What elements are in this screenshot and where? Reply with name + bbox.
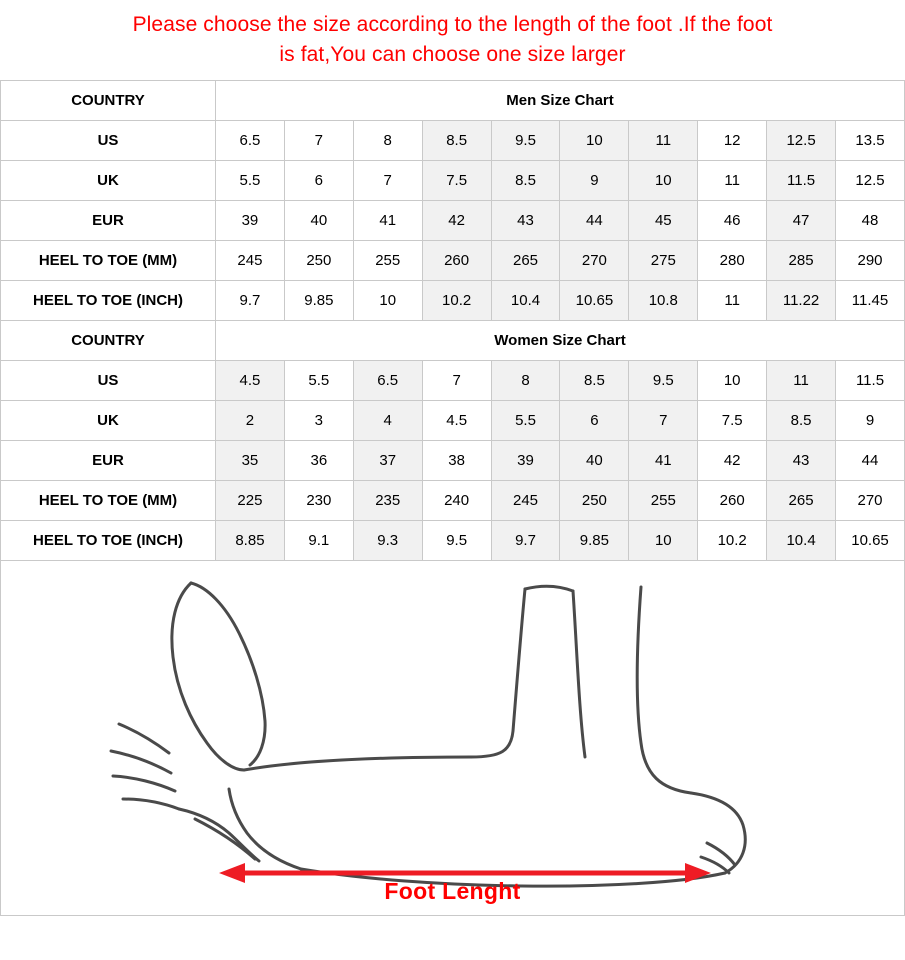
cell: 9.5 bbox=[491, 121, 560, 161]
cell: 6.5 bbox=[353, 361, 422, 401]
cell: 36 bbox=[284, 441, 353, 481]
cell: 11.22 bbox=[767, 281, 836, 321]
cell: 7.5 bbox=[698, 401, 767, 441]
table-row bbox=[1, 481, 905, 521]
cell: 285 bbox=[767, 241, 836, 281]
table-row bbox=[1, 161, 905, 201]
cell: 40 bbox=[284, 201, 353, 241]
table-row-men-header bbox=[1, 81, 905, 121]
cell: 7 bbox=[284, 121, 353, 161]
row-label: US bbox=[1, 121, 216, 161]
cell: 9.85 bbox=[560, 521, 629, 561]
cell: 260 bbox=[422, 241, 491, 281]
cell: 11.45 bbox=[836, 281, 905, 321]
cell: 270 bbox=[560, 241, 629, 281]
cell: 48 bbox=[836, 201, 905, 241]
cell: 42 bbox=[698, 441, 767, 481]
cell: 42 bbox=[422, 201, 491, 241]
cell: 275 bbox=[629, 241, 698, 281]
cell: 41 bbox=[629, 441, 698, 481]
row-label: HEEL TO TOE (MM) bbox=[1, 481, 216, 521]
table-row bbox=[1, 121, 905, 161]
cell: 10.65 bbox=[836, 521, 905, 561]
cell: 11 bbox=[629, 121, 698, 161]
row-label: EUR bbox=[1, 441, 216, 481]
cell: 10 bbox=[629, 161, 698, 201]
cell: 10.8 bbox=[629, 281, 698, 321]
cell: 290 bbox=[836, 241, 905, 281]
cell: 39 bbox=[491, 441, 560, 481]
cell: 35 bbox=[216, 441, 285, 481]
cell: 260 bbox=[698, 481, 767, 521]
cell: 47 bbox=[767, 201, 836, 241]
cell: 43 bbox=[767, 441, 836, 481]
cell: 245 bbox=[491, 481, 560, 521]
cell: 5.5 bbox=[216, 161, 285, 201]
cell: 2 bbox=[216, 401, 285, 441]
cell: 10 bbox=[698, 361, 767, 401]
foot-outline-icon bbox=[1, 561, 904, 914]
table-row bbox=[1, 521, 905, 561]
cell: 9.5 bbox=[629, 361, 698, 401]
cell: 11 bbox=[698, 281, 767, 321]
cell: 240 bbox=[422, 481, 491, 521]
cell: 9.85 bbox=[284, 281, 353, 321]
cell: 10 bbox=[629, 521, 698, 561]
cell: 45 bbox=[629, 201, 698, 241]
cell: 8 bbox=[353, 121, 422, 161]
cell: 9 bbox=[836, 401, 905, 441]
cell: 8 bbox=[491, 361, 560, 401]
men-chart-title: Men Size Chart bbox=[216, 81, 905, 121]
notice-line-2: is fat,You can choose one size larger bbox=[279, 43, 626, 66]
cell: 11 bbox=[767, 361, 836, 401]
cell: 255 bbox=[629, 481, 698, 521]
cell: 44 bbox=[836, 441, 905, 481]
size-chart-table bbox=[0, 80, 905, 561]
cell: 7.5 bbox=[422, 161, 491, 201]
cell: 3 bbox=[284, 401, 353, 441]
row-label: US bbox=[1, 361, 216, 401]
notice-banner bbox=[0, 0, 905, 80]
cell: 11 bbox=[698, 161, 767, 201]
cell: 265 bbox=[767, 481, 836, 521]
row-label: UK bbox=[1, 161, 216, 201]
table-row bbox=[1, 281, 905, 321]
cell: 10.4 bbox=[491, 281, 560, 321]
cell: 250 bbox=[284, 241, 353, 281]
cell: 10 bbox=[560, 121, 629, 161]
table-row bbox=[1, 361, 905, 401]
cell: 9.7 bbox=[216, 281, 285, 321]
cell: 12.5 bbox=[767, 121, 836, 161]
table-row-women-header bbox=[1, 321, 905, 361]
cell: 245 bbox=[216, 241, 285, 281]
table-row bbox=[1, 441, 905, 481]
cell: 9 bbox=[560, 161, 629, 201]
cell: 39 bbox=[216, 201, 285, 241]
table-row bbox=[1, 201, 905, 241]
cell: 265 bbox=[491, 241, 560, 281]
cell: 12 bbox=[698, 121, 767, 161]
cell: 255 bbox=[353, 241, 422, 281]
foot-measurement-diagram bbox=[0, 561, 905, 916]
cell: 43 bbox=[491, 201, 560, 241]
cell: 9.5 bbox=[422, 521, 491, 561]
cell: 4.5 bbox=[422, 401, 491, 441]
cell: 225 bbox=[216, 481, 285, 521]
cell: 5.5 bbox=[491, 401, 560, 441]
row-label: HEEL TO TOE (MM) bbox=[1, 241, 216, 281]
cell: 9.1 bbox=[284, 521, 353, 561]
cell: 38 bbox=[422, 441, 491, 481]
row-label: EUR bbox=[1, 201, 216, 241]
foot-length-label: Foot Lenght bbox=[384, 878, 521, 904]
cell: 8.85 bbox=[216, 521, 285, 561]
cell: 8.5 bbox=[767, 401, 836, 441]
cell: 40 bbox=[560, 441, 629, 481]
cell: 6 bbox=[284, 161, 353, 201]
cell: 6.5 bbox=[216, 121, 285, 161]
cell: 13.5 bbox=[836, 121, 905, 161]
cell: 37 bbox=[353, 441, 422, 481]
cell: 46 bbox=[698, 201, 767, 241]
cell: 7 bbox=[629, 401, 698, 441]
women-chart-title: Women Size Chart bbox=[216, 321, 905, 361]
cell: 250 bbox=[560, 481, 629, 521]
cell: 44 bbox=[560, 201, 629, 241]
cell: 230 bbox=[284, 481, 353, 521]
cell: 9.7 bbox=[491, 521, 560, 561]
cell: 10.65 bbox=[560, 281, 629, 321]
cell: 10.2 bbox=[422, 281, 491, 321]
men-country-label: COUNTRY bbox=[1, 81, 216, 121]
row-label: UK bbox=[1, 401, 216, 441]
table-row bbox=[1, 401, 905, 441]
cell: 6 bbox=[560, 401, 629, 441]
cell: 7 bbox=[422, 361, 491, 401]
cell: 10.4 bbox=[767, 521, 836, 561]
cell: 10.2 bbox=[698, 521, 767, 561]
cell: 12.5 bbox=[836, 161, 905, 201]
cell: 7 bbox=[353, 161, 422, 201]
notice-line-1: Please choose the size according to the length of the foot .If the foot bbox=[132, 13, 773, 36]
cell: 280 bbox=[698, 241, 767, 281]
cell: 10 bbox=[353, 281, 422, 321]
cell: 8.5 bbox=[422, 121, 491, 161]
cell: 235 bbox=[353, 481, 422, 521]
cell: 41 bbox=[353, 201, 422, 241]
table-row bbox=[1, 241, 905, 281]
cell: 9.3 bbox=[353, 521, 422, 561]
cell: 8.5 bbox=[491, 161, 560, 201]
women-country-label: COUNTRY bbox=[1, 321, 216, 361]
cell: 8.5 bbox=[560, 361, 629, 401]
cell: 4.5 bbox=[216, 361, 285, 401]
cell: 11.5 bbox=[836, 361, 905, 401]
row-label: HEEL TO TOE (INCH) bbox=[1, 521, 216, 561]
row-label: HEEL TO TOE (INCH) bbox=[1, 281, 216, 321]
cell: 270 bbox=[836, 481, 905, 521]
cell: 11.5 bbox=[767, 161, 836, 201]
cell: 5.5 bbox=[284, 361, 353, 401]
cell: 4 bbox=[353, 401, 422, 441]
